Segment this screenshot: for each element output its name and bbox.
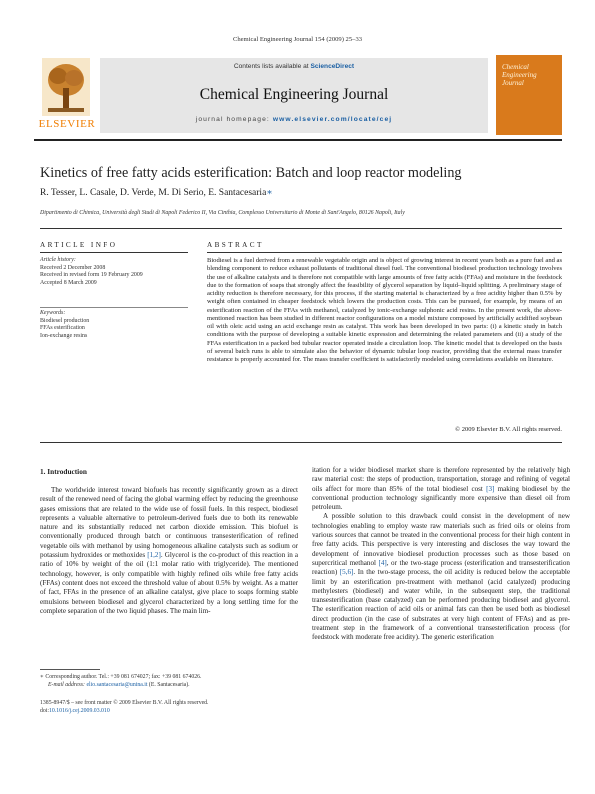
introduction-heading: 1. Introduction [40, 467, 87, 476]
history-label: Article history: [40, 257, 76, 263]
author-list: R. Tesser, L. Casale, D. Verde, M. Di Serio, E. Santacesaria∗ [40, 188, 273, 198]
email-link[interactable]: elio.santacesaria@unina.it [86, 681, 148, 688]
corresponding-author-mark[interactable]: ∗ [266, 188, 273, 198]
keyword-item: FFAs esterification [40, 325, 85, 332]
received-date: Received 2 December 2008 [40, 264, 106, 271]
journal-homepage: journal homepage: www.elsevier.com/locate/cej [195, 116, 393, 123]
abstract-copyright: © 2009 Elsevier B.V. All rights reserved. [455, 426, 562, 433]
affiliation: Dipartimento di Chimica, Università degli Studi di Napoli Federico II, Via Cinthia, Complesso Universitario di Monte di Sant'Angelo, 80126 Napoli, Italy [40, 210, 405, 216]
body-column-left [40, 486, 298, 616]
journal-masthead [34, 55, 562, 135]
abstract-divider [207, 252, 562, 253]
journal-name: Chemical Engineering Journal [199, 86, 389, 103]
abstract-text: Biodiesel is a fuel derived from a renewable vegetable origin and is object of growing interest in recent years both as a pure fuel and as blending component to reduce exhaust pollutants of traditional diesel fuel. The conventional biodiesel production technology involves the use of alkaline catalysts and is therefore not compatible with large amounts of free fatty acids (FFAs) and moisture in the feedstock due to the formation of soaps that strongly affect the feasibility of glycerol separation by liquid–liquid splitting. A preliminary stage of acidity reduction is therefore necessary, for this process, if the starting material is characterized by a free acidity higher than 0.5% by weight often contained in cheaper feedstock which lowers the production costs. This can be pursued, for example, by means of an esterification reaction of the FFAs with methanol, catalyzed by ionic-exchange sulphonic acid resins. In the present work, the above-mentioned reaction has been studied in different reactor configurations on a model mixture composed by artificially acidified soybean oil with oleic acid using an acid exchange resin as catalyst. This work has been developed in two parts: (i) a kinetic study in batch conditions with the purpose of developing a suitable kinetic expression and determining the related parameters and (ii) a study of the FFAs esterification in a packed bed tubular reactor operated inside a circulation loop. The kinetic model that is developed on the basis of several batch runs is able to simulate also the behavior of dynamic tubular loop reactor, providing that the external mass transfer resistance is properly accounted for. The mass transfer coefficient is satisfactorily modeled using correlations available on literature. [207, 257, 562, 363]
contents-availability: Contents lists available at ScienceDirect [233, 63, 355, 70]
article-history [40, 257, 143, 287]
issn-block: 1385-8947/$ – see front matter © 2009 Elsevier B.V. All rights reserved. doi:10.1016/j.cej.2009.03.010 [40, 700, 340, 715]
article-info-divider [40, 252, 188, 253]
abstract-end-divider [40, 442, 562, 443]
body-column-right [312, 466, 570, 643]
issn-line: 1385-8947/$ – see front matter © 2009 Elsevier B.V. All rights reserved. [40, 700, 209, 706]
keywords-label: Keywords: [40, 310, 66, 316]
running-head: Chemical Engineering Journal 154 (2009) 25–33 [232, 36, 363, 43]
keyword-item: Ion-exchange resins [40, 332, 88, 339]
keyword-item: Biodiesel production [40, 317, 90, 324]
sciencedirect-link[interactable]: ScienceDirect [310, 63, 355, 70]
intro-paragraph: A possible solution to this drawback could consist in the development of new technologies enabling to employ waste raw materials such as fried oils or oleins from various sources that cannot be treated in the conventional process for their high content in free fatty acids. This perspective is very interesting and discloses the way toward the development of innovative biodiesel production processes such as those based on supercritical methanol [4], or the two-stage process (esterification and transesterification reaction) [5,6]. In the two-stage process, the oil acidity is reduced below the acceptable limit by an esterification pre-treatment with methanol (acid catalyzed) producing methylesters (biodiesel) and water while, in the subsequent step, the traditional transesterification (base catalyzed) can be performed producing biodiesel and glycerol. The esterification reaction of acid oils or animal fats can then be used both as biodiesel direct production (in the case of substrates at very high content of FFAs) and as pre-treatment step in the framework of a conventional transesterification process (for feedstock with moderate free acidity). The generic esterification [312, 512, 570, 642]
revised-date: Received in revised form 19 February 2009 [40, 272, 143, 279]
keywords-block [40, 310, 89, 340]
masthead-banner [100, 58, 488, 133]
intro-paragraph: itation for a wider biodiesel market share is therefore represented by the relatively high raw material cost: the steps of production, transportation, storage and refining of vegetal oils affect for more than 85% of the total biodiesel cost [3] making biodiesel by the conventional production technology significantly more expensive than diesel oil from petroleum. [312, 466, 570, 512]
citation-link[interactable]: [5,6] [339, 568, 354, 577]
cover-title: Chemical Engineering Journal [502, 63, 537, 87]
homepage-link[interactable]: www.elsevier.com/locate/cej [272, 116, 393, 123]
masthead-divider [34, 139, 562, 141]
intro-paragraph: The worldwide interest toward biofuels has recently significantly grown as a direct result of the renewed need of facing the global warming effect by reducing the greenhouse gases emissions that are related to the wide use of fossil fuels. In this respect, biodiesel represents a valuable alternative to petroleum-derived fuels due to both its renewable nature and its substantially reduced net carbon dioxide emission. This biofuel is conventionally produced through batch or continuous transesterification of refined vegetable oils with methanol by using homogeneous alkaline catalysts such as sodium or potassium hydroxides or methoxides [1,2]. Glycerol is the co-product of this reaction in a ratio of 10% by weight of the oil (1:1 molar ratio with triglyceride). The mentioned technology, however, is only compatible with highly refined oils while free fatty acids (FFAs) content does not exceed the threshold value of about 0.5% by weight. As a matter of fact, FFAs in the presence of an alkaline catalyst, give place to soaps forming stable emulsions between biodiesel and glycerol characterized by a long settling time for the complete separation of the two liquid phases. The main lim- [40, 486, 298, 615]
elsevier-tree-logo-icon [42, 58, 90, 116]
citation-link[interactable]: [3] [486, 484, 495, 493]
footnote-divider [40, 669, 100, 670]
citation-link[interactable]: [1,2] [147, 551, 161, 560]
accepted-date: Accepted 8 March 2009 [40, 279, 97, 286]
elsevier-wordmark: ELSEVIER [38, 118, 96, 130]
article-info-heading: ARTICLE INFO [40, 241, 118, 249]
abstract-heading: ABSTRACT [207, 241, 264, 249]
doi-link[interactable]: 10.1016/j.cej.2009.03.010 [49, 707, 110, 714]
corresponding-author-footnote: ∗ Corresponding author. Tel.: +39 081 674027; fax: +39 081 674026. E-mail address: elio.santacesaria@unina.it (E. Santacesaria). [40, 674, 202, 688]
header-divider [40, 228, 562, 229]
citation-link[interactable]: [4] [378, 558, 387, 567]
journal-cover-thumbnail [496, 55, 562, 135]
article-title: Kinetics of free fatty acids esterification: Batch and loop reactor modeling [40, 165, 462, 181]
